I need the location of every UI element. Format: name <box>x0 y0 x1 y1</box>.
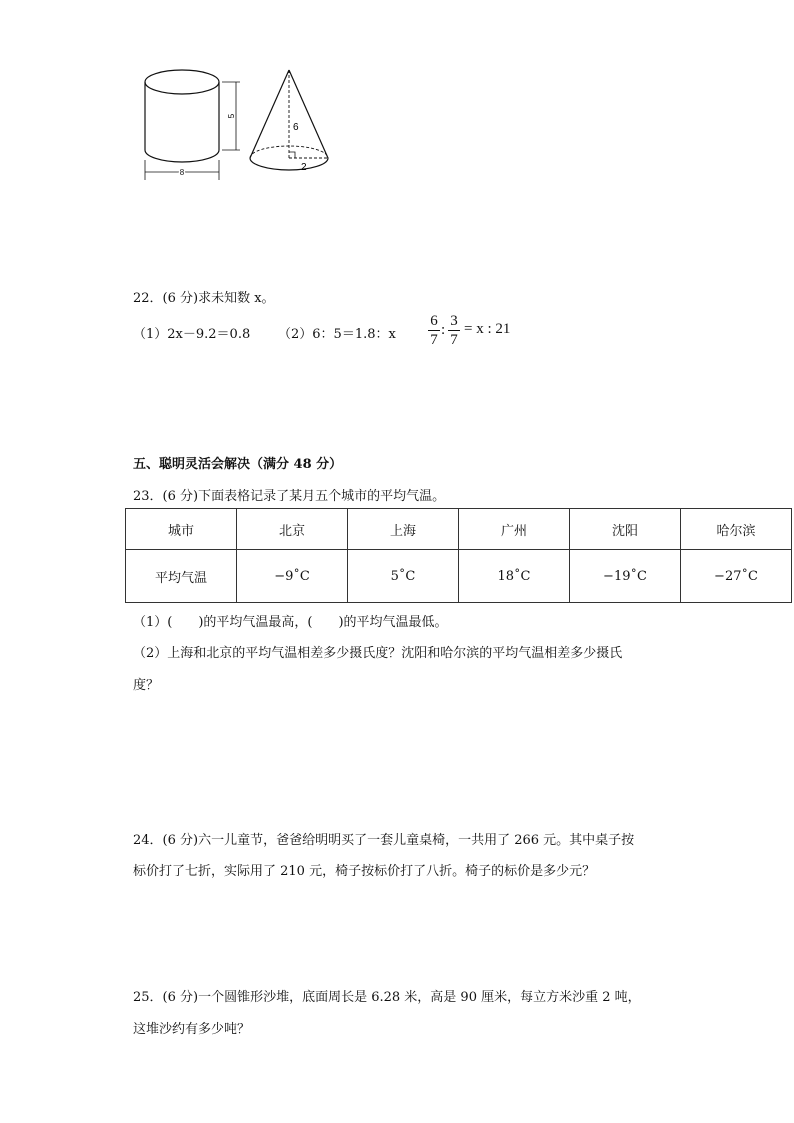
table-cell: 18˚C <box>459 550 570 603</box>
q23-title: 23．(6 分)下面表格记录了某月五个城市的平均气温。 <box>133 489 446 504</box>
q23-sub2-line1: （2）上海和北京的平均气温相差多少摄氏度？沈阳和哈尔滨的平均气温相差多少摄氏 <box>133 646 623 661</box>
table-cell: 北京 <box>237 509 348 550</box>
q23-sub2-line2: 度？ <box>133 678 160 693</box>
table-cell: 平均气温 <box>126 550 237 603</box>
table-cell: 沈阳 <box>570 509 681 550</box>
q22-part2: （2）6：5＝1.8：x <box>278 327 396 342</box>
fraction-three-sevenths: 3 7 <box>447 312 461 349</box>
q24-line1: 24．(6 分)六一儿童节，爸爸给明明买了一套儿童桌椅，一共用了 266 元。其中桌子按 <box>133 833 635 848</box>
fraction-six-sevenths: 6 7 <box>427 312 441 349</box>
table-cell: −27˚C <box>681 550 792 603</box>
geometry-figures <box>130 62 340 187</box>
table-cell: 广州 <box>459 509 570 550</box>
cylinder-figure <box>145 70 240 180</box>
q25-line2: 这堆沙约有多少吨？ <box>133 1022 251 1037</box>
cone-height-label: 6 <box>293 122 299 133</box>
table-cell: −19˚C <box>570 550 681 603</box>
table-row-cities <box>126 509 792 550</box>
q22-part1: （1）2x－9.2＝0.8 <box>133 327 251 342</box>
ratio-colon: : <box>441 322 446 338</box>
q22-title: 22．(6 分)求未知数 x。 <box>133 291 275 306</box>
equation-rhs: = x : 21 <box>464 321 511 337</box>
table-cell: 上海 <box>348 509 459 550</box>
table-cell: 城市 <box>126 509 237 550</box>
table-cell: 5˚C <box>348 550 459 603</box>
table-row-temperatures <box>126 550 792 603</box>
table-cell: −9˚C <box>237 550 348 603</box>
q25-line1: 25．(6 分)一个圆锥形沙堆，底面周长是 6.28 米，高是 90 厘米，每立方米沙重 2 吨， <box>133 990 641 1005</box>
cone-radius-label: 2 <box>301 162 307 173</box>
table-cell: 哈尔滨 <box>681 509 792 550</box>
q23-sub1: （1）( )的平均气温最高，( )的平均气温最低。 <box>133 615 448 630</box>
cone-figure <box>250 70 328 170</box>
q24-line2: 标价打了七折，实际用了 210 元，椅子按标价打了八折。椅子的标价是多少元？ <box>133 864 596 879</box>
cylinder-diameter-label: 8 <box>179 168 185 177</box>
section-five-title: 五、聪明灵活会解决（满分 48 分） <box>133 457 343 472</box>
cylinder-height-label: 5 <box>227 113 236 119</box>
temperature-table <box>125 508 792 603</box>
